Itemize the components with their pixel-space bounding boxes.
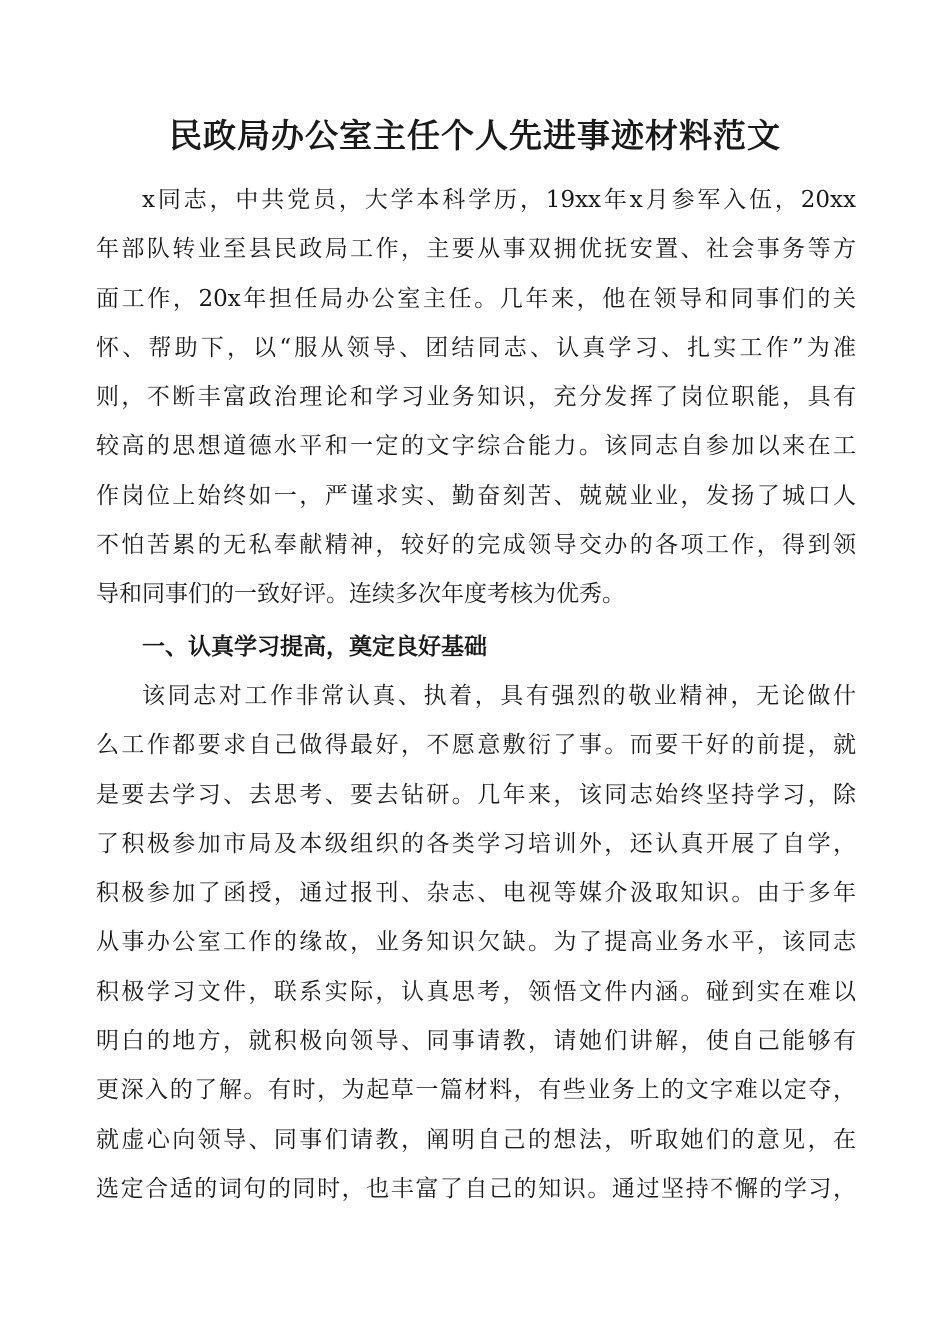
paragraph-line: 积极参加了函授，通过报刊、杂志、电视等媒介汲取知识。由于多年: [96, 880, 856, 907]
paragraph-line: 积极学习文件，联系实际，认真思考，领悟文件内涵。碰到实在难以: [96, 978, 856, 1005]
paragraph-line: 怀、帮助下，以“服从领导、团结同志、认真学习、扎实工作”为准: [96, 334, 856, 361]
paragraph-line: 导和同事们的一致好评。连续多次年度考核为优秀。: [96, 581, 625, 608]
paragraph-line: 则，不断丰富政治理论和学习业务知识，充分发挥了岗位职能，具有: [96, 384, 856, 411]
paragraph-line: x同志，中共党员，大学本科学历，19xx年x月参军入伍，20xx: [142, 187, 856, 213]
paragraph-line: 选定合适的词句的同时，也丰富了自己的知识。通过坚持不懈的学习，: [96, 1175, 856, 1202]
section-heading: 一、认真学习提高，奠定良好基础: [142, 634, 487, 660]
paragraph-line: 明白的地方，就积极向领导、同事请教，请她们讲解，使自己能够有: [96, 1028, 856, 1055]
paragraph-line: 了积极参加市局及本级组织的各类学习培训外，还认真开展了自学，: [96, 830, 856, 857]
paragraph-intro: [96, 176, 856, 620]
paragraph-line: 是要去学习、去思考、要去钻研。几年来，该同志始终坚持学习，除: [96, 781, 856, 808]
paragraph-section-1: [96, 672, 856, 1214]
paragraph-line: 更深入的了解。有时，为起草一篇材料，有些业务上的文字难以定夺，: [96, 1077, 856, 1104]
paragraph-line: 面工作，20x年担任局办公室主任。几年来，他在领导和同事们的关: [96, 285, 856, 312]
paragraph-line: 作岗位上始终如一，严谨求实、勤奋刻苦、兢兢业业，发扬了城口人: [96, 482, 856, 509]
paragraph-line: 从事办公室工作的缘故，业务知识欠缺。为了提高业务水平，该同志: [96, 929, 856, 956]
paragraph-line: 年部队转业至县民政局工作，主要从事双拥优抚安置、社会事务等方: [96, 236, 856, 263]
document-title: 民政局办公室主任个人先进事迹材料范文: [169, 116, 781, 155]
paragraph-line: 该同志对工作非常认真、执着，具有强烈的敬业精神，无论做什: [142, 683, 856, 709]
paragraph-line: 么工作都要求自己做得最好，不愿意敷衍了事。而要干好的前提，就: [96, 732, 856, 759]
paragraph-line: 较高的思想道德水平和一定的文字综合能力。该同志自参加以来在工: [96, 433, 856, 460]
paragraph-line: 就虚心向领导、同事们请教，阐明自己的想法，听取她们的意见，在: [96, 1126, 856, 1153]
paragraph-line: 不怕苦累的无私奉献精神，较好的完成领导交办的各项工作，得到领: [96, 532, 856, 559]
